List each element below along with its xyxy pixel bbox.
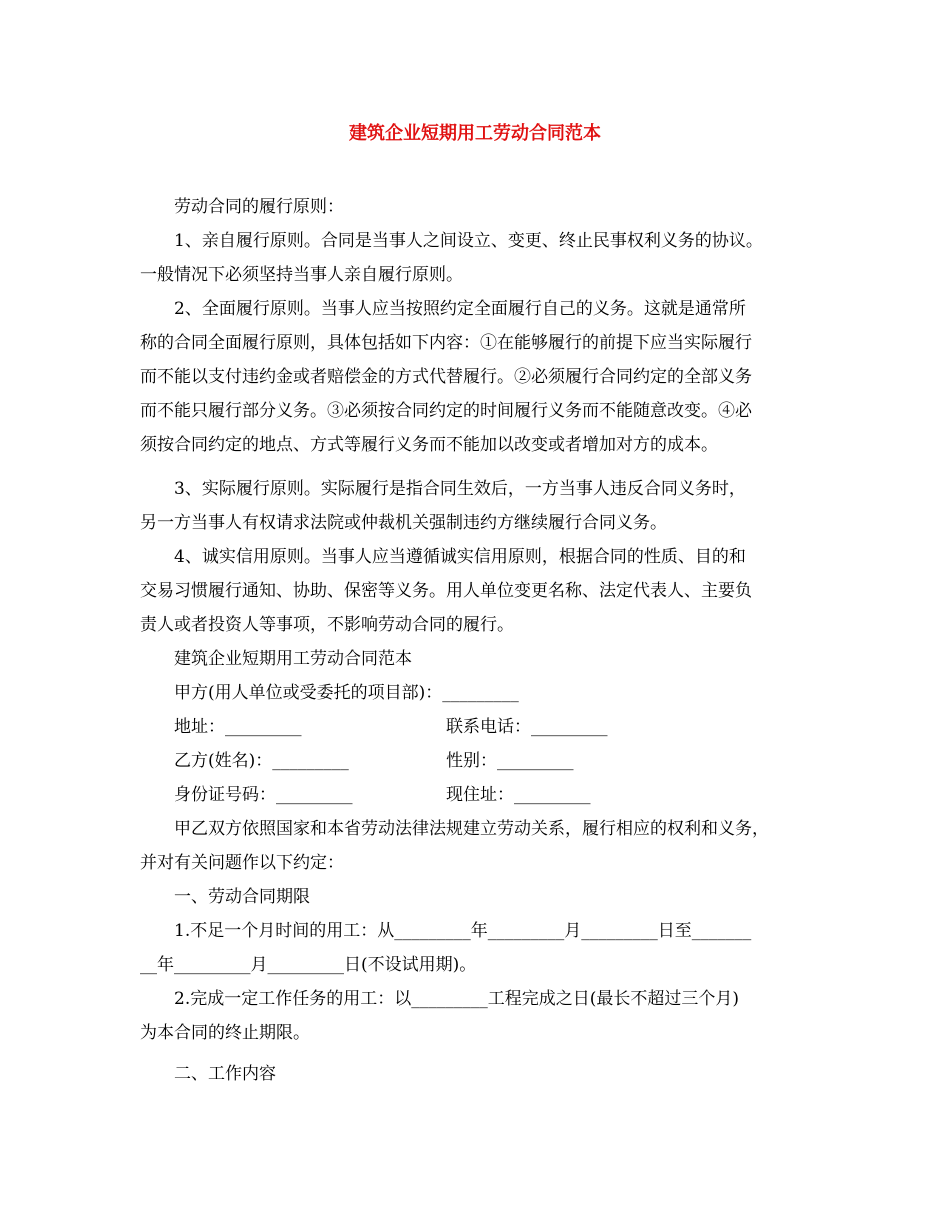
section-heading: 建筑企业短期用工劳动合同范本 <box>174 649 412 669</box>
form-field-party-b-name: 乙方(姓名)：_________ <box>174 751 349 771</box>
paragraph-line: 而不能只履行部分义务。③必须按合同约定的时间履行义务而不能随意改变。④必 <box>140 401 752 421</box>
paragraph-line: 称的合同全面履行原则，具体包括如下内容：①在能够履行的前提下应当实际履行 <box>140 333 752 353</box>
paragraph-line: 须按合同约定的地点、方式等履行义务而不能加以改变或者增加对方的成本。 <box>140 435 718 455</box>
form-field-phone: 联系电话：_________ <box>446 717 608 737</box>
form-field-gender: 性别：_________ <box>446 751 574 771</box>
form-field-current-address: 现住址：_________ <box>446 785 591 805</box>
paragraph-line: 1、亲自履行原则。合同是当事人之间设立、变更、终止民事权利义务的协议。 <box>174 231 763 251</box>
form-field-id-number: 身份证号码：_________ <box>174 785 353 805</box>
paragraph-line: 责人或者投资人等事项，不影响劳动合同的履行。 <box>140 615 514 635</box>
paragraph-line: 4、诚实信用原则。当事人应当遵循诚实信用原则，根据合同的性质、目的和 <box>174 547 746 567</box>
document-title: 建筑企业短期用工劳动合同范本 <box>349 123 601 144</box>
section-heading: 一、劳动合同期限 <box>174 887 310 907</box>
paragraph-line: 甲乙双方依照国家和本省劳动法律法规建立劳动关系，履行相应的权利和义务， <box>174 819 769 839</box>
paragraph-line: 3、实际履行原则。实际履行是指合同生效后，一方当事人违反合同义务时， <box>174 479 746 499</box>
section-heading: 二、工作内容 <box>174 1064 276 1084</box>
paragraph-line: 一般情况下必须坚持当事人亲自履行原则。 <box>140 265 463 285</box>
paragraph-line: 并对有关问题作以下约定： <box>140 853 344 873</box>
paragraph-line: 为本合同的终止期限。 <box>140 1023 310 1043</box>
paragraph-line: 而不能以支付违约金或者赔偿金的方式代替履行。②必须履行合同约定的全部义务 <box>140 367 752 387</box>
paragraph-line: 2、全面履行原则。当事人应当按照约定全面履行自己的义务。这就是通常所 <box>174 299 746 319</box>
paragraph-line: 另一方当事人有权请求法院或仲裁机关强制违约方继续履行合同义务。 <box>140 513 667 533</box>
paragraph-line: 2.完成一定工作任务的用工：以_________工程完成之日(最长不超过三个月) <box>174 989 739 1009</box>
paragraph-line: __年_________月_________日(不设试用期)。 <box>140 955 477 975</box>
form-field-address: 地址：_________ <box>174 717 302 737</box>
paragraph-line: 劳动合同的履行原则： <box>174 197 344 217</box>
paragraph-line: 交易习惯履行通知、协助、保密等义务。用人单位变更名称、法定代表人、主要负 <box>140 581 752 601</box>
paragraph-line: 1.不足一个月时间的用工：从_________年_________月_________日至_______ <box>174 921 752 941</box>
form-field-party-a: 甲方(用人单位或受委托的项目部)：_________ <box>174 683 519 703</box>
